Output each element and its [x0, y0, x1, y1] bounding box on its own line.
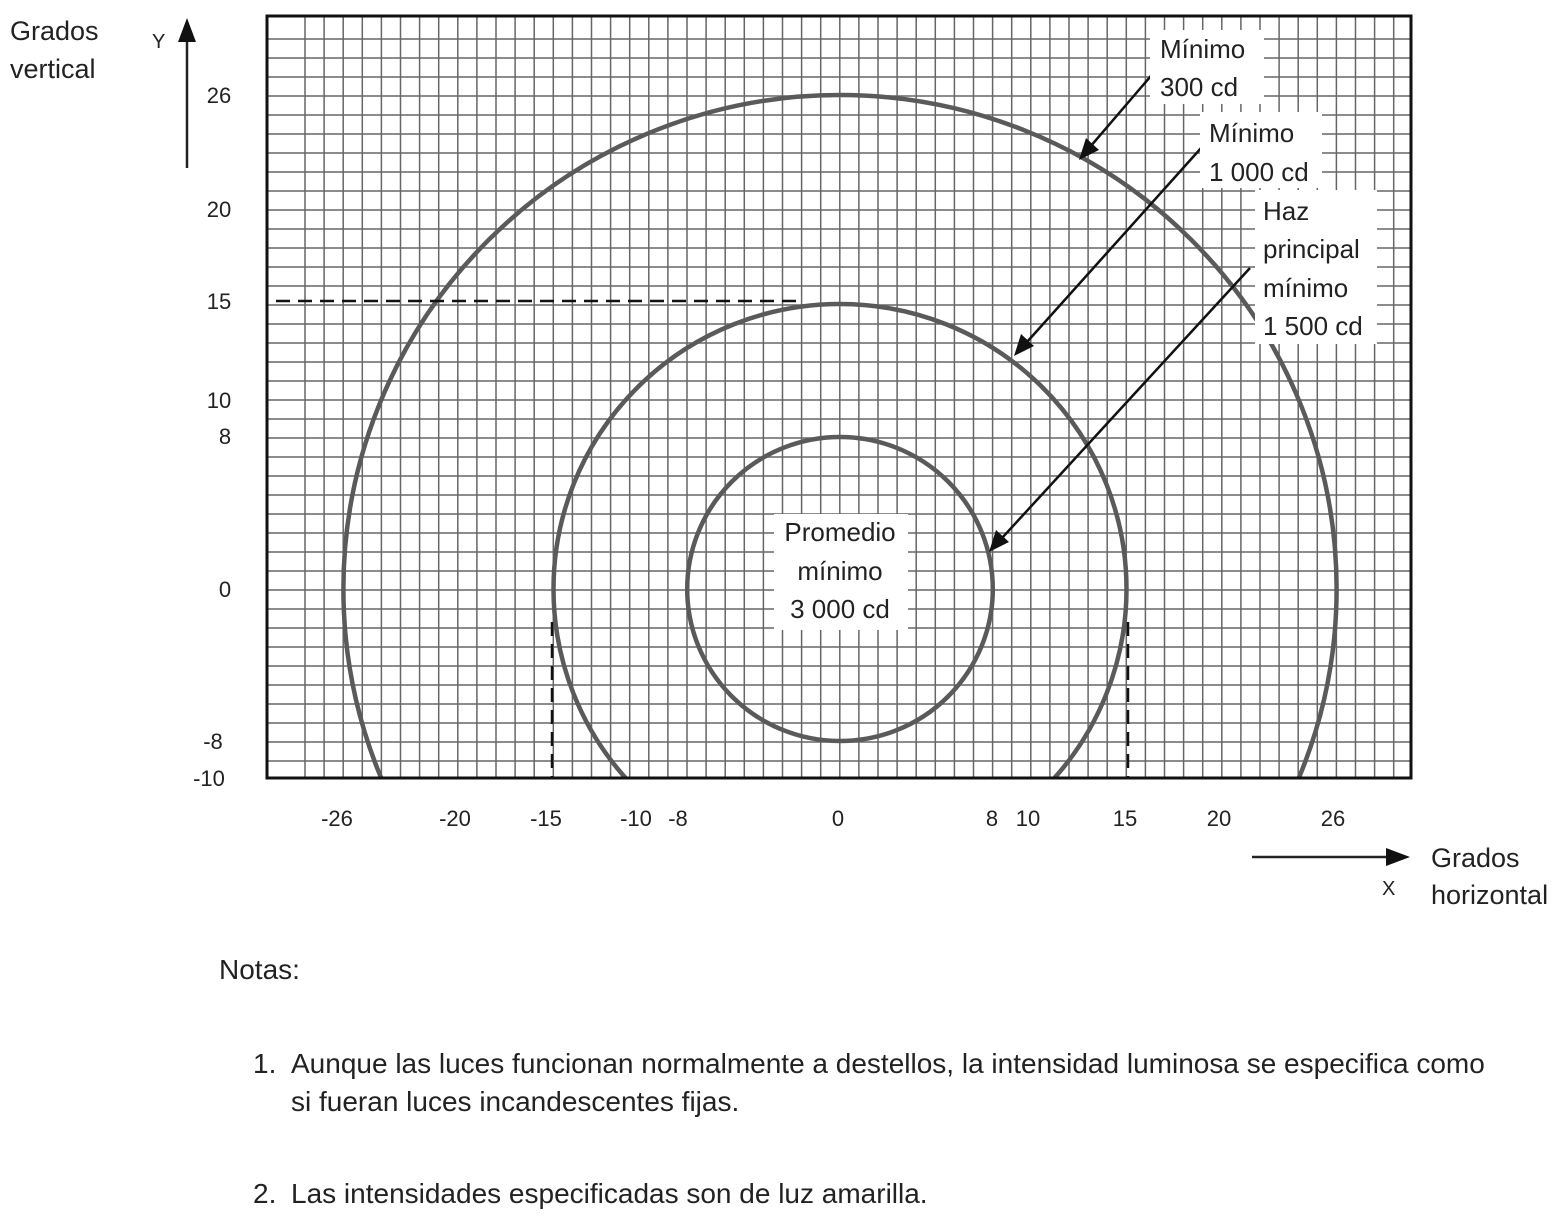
- y-axis-ticks: [193, 83, 231, 791]
- y-axis-title-line1: Grados: [10, 16, 99, 46]
- x-axis-ticks: [321, 806, 1345, 831]
- y-tick-neg8: -8: [203, 729, 223, 754]
- label-haz-principal-1500cd: [1255, 190, 1377, 344]
- svg-text:3 000 cd: 3 000 cd: [790, 594, 890, 624]
- note-1: [253, 1045, 1493, 1121]
- note-2: [253, 1175, 1493, 1213]
- y-axis-letter: Y: [152, 31, 166, 53]
- x-axis-title-line1: Grados: [1431, 843, 1520, 873]
- x-axis-title: [1382, 843, 1548, 910]
- svg-text:Promedio: Promedio: [784, 517, 896, 547]
- svg-text:Mínimo: Mínimo: [1209, 118, 1295, 148]
- y-tick-26: 26: [206, 83, 232, 108]
- svg-text:300 cd: 300 cd: [1160, 72, 1239, 102]
- note-1-text: Aunque las luces funcionan normalmente a destellos, la intensidad luminosa se especifica como si fueran luces incandescentes fijas.: [291, 1048, 1485, 1117]
- note-1-number: 1.: [253, 1048, 277, 1079]
- x-tick-20: 20: [1206, 806, 1232, 831]
- note-2-number: 2.: [253, 1178, 277, 1209]
- svg-text:mínimo: mínimo: [1263, 273, 1349, 303]
- y-tick-20: 20: [206, 197, 232, 222]
- label-min-1000cd: [1200, 112, 1322, 188]
- svg-text:Mínimo: Mínimo: [1160, 34, 1246, 64]
- arrowhead-icons: [989, 138, 1099, 552]
- x-tick-8: 8: [985, 806, 999, 831]
- note-2-text: Las intensidades especificadas son de luz amarilla.: [291, 1178, 928, 1209]
- x-tick-10: 10: [1015, 806, 1041, 831]
- notes-title: Notas:: [219, 954, 300, 985]
- x-tick-0: 0: [831, 806, 845, 831]
- y-tick-0: 0: [218, 577, 232, 602]
- label-min-300cd: [1150, 30, 1264, 104]
- x-tick-neg15: -15: [530, 806, 562, 831]
- x-axis-arrow-icon: [1252, 848, 1410, 866]
- x-tick-15: 15: [1112, 806, 1138, 831]
- svg-text:principal: principal: [1263, 234, 1360, 264]
- x-axis-title-line2: horizontal: [1431, 880, 1549, 910]
- y-tick-8: 8: [218, 424, 232, 449]
- x-tick-neg8: -8: [668, 806, 688, 831]
- y-axis-title-line2: vertical: [10, 54, 96, 84]
- label-promedio-3000cd: [774, 514, 908, 630]
- svg-text:mínimo: mínimo: [797, 556, 883, 586]
- y-tick-10: 10: [206, 388, 232, 413]
- y-tick-15: 15: [206, 289, 232, 314]
- y-axis-title: [10, 16, 165, 84]
- x-axis-letter: X: [1382, 878, 1396, 900]
- svg-text:Haz: Haz: [1263, 196, 1310, 226]
- x-tick-neg10: -10: [620, 806, 652, 831]
- svg-text:1 500 cd: 1 500 cd: [1263, 311, 1363, 341]
- x-tick-neg20: -20: [439, 806, 471, 831]
- y-tick-neg10: -10: [193, 766, 225, 791]
- svg-text:1 000 cd: 1 000 cd: [1209, 157, 1309, 187]
- x-tick-neg26: -26: [321, 806, 353, 831]
- y-axis-arrow-icon: [178, 18, 196, 168]
- x-tick-26: 26: [1320, 806, 1346, 831]
